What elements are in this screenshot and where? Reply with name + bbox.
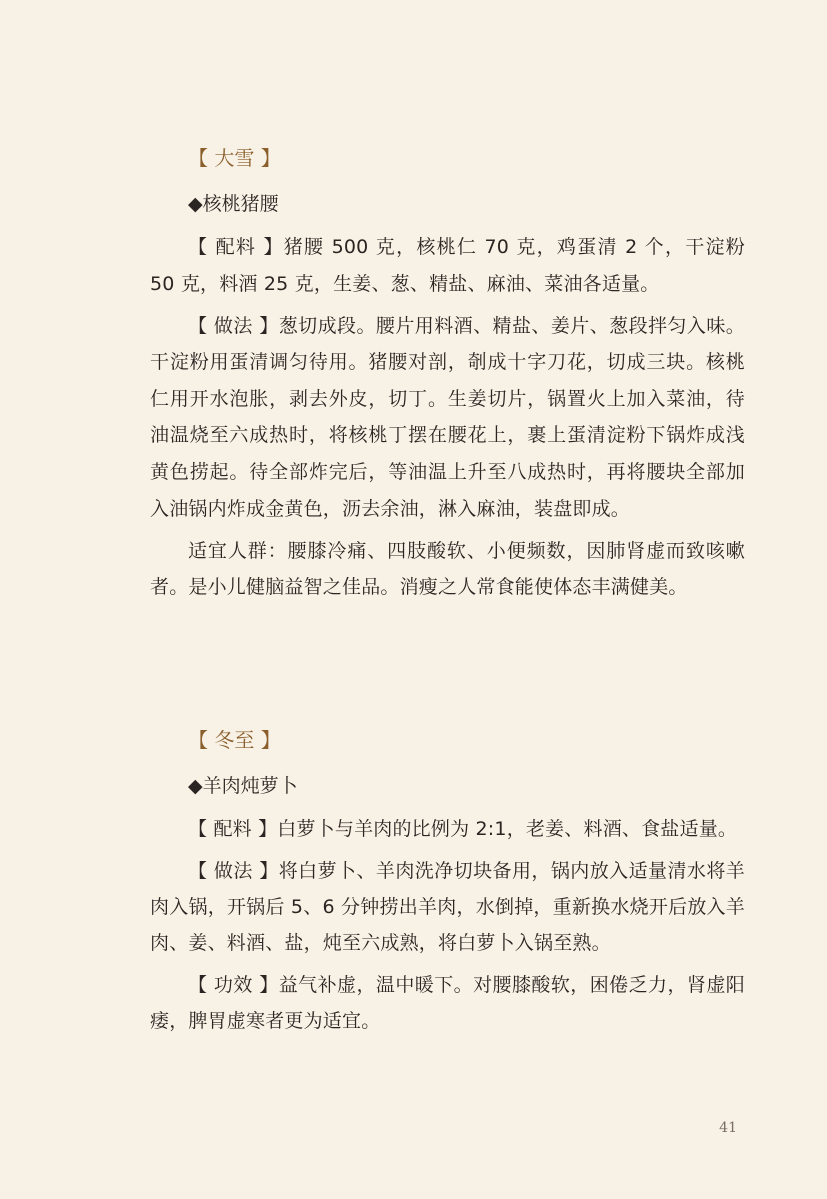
dish-title: ◆羊肉炖萝卜 bbox=[188, 775, 298, 797]
solar-term-heading: 【 冬至 】 bbox=[188, 728, 281, 752]
section-daxue bbox=[150, 140, 745, 611]
effect-paragraph: 【 功效 】益气补虚，温中暖下。对腰膝酸软，困倦乏力，肾虚阳痿，脾胃虚寒者更为适宜。 bbox=[150, 974, 745, 1032]
suitable-people-paragraph: 适宜人群：腰膝冷痛、四肢酸软、小便频数，因肺肾虚而致咳嗽者。是小儿健脑益智之佳品。消瘦之人常食能使体态丰满健美。 bbox=[150, 539, 745, 599]
section-dongzhi bbox=[150, 722, 745, 1045]
ingredients-paragraph: 【 配料 】白萝卜与羊肉的比例为 2:1，老姜、料酒、食盐适量。 bbox=[188, 818, 738, 840]
ingredients-paragraph: 【 配料 】猪腰 500 克，核桃仁 70 克，鸡蛋清 2 个，干淀粉 50 克，料酒 25 克，生姜、葱、精盐、麻油、菜油各适量。 bbox=[150, 236, 745, 295]
dish-title: ◆核桃猪腰 bbox=[188, 193, 279, 215]
method-paragraph: 【 做法 】葱切成段。腰片用料酒、精盐、姜片、葱段拌匀入味。干淀粉用蛋清调匀待用。猪腰对剖，剞成十字刀花，切成三块。核桃仁用开水泡胀，剥去外皮，切丁。生姜切片，锅置火上加入菜油，待油温烧至六成热时，将核桃丁摆在腰花上，裹上蛋清淀粉下锅炸成浅黄色捞起。待全部炸完后，等油温上升至八成热时，再将腰块全部加入油锅内炸成金黄色，沥去余油，淋入麻油，装盘即成。 bbox=[150, 314, 745, 520]
page-number: 41 bbox=[719, 1120, 737, 1136]
solar-term-heading: 【 大雪 】 bbox=[188, 146, 281, 170]
method-paragraph: 【 做法 】将白萝卜、羊肉洗净切块备用，锅内放入适量清水将羊肉入锅，开锅后 5、6 分钟捞出羊肉，水倒掉，重新换水烧开后放入羊肉、姜、料酒、盐，炖至六成熟，将白萝卜入锅至熟。 bbox=[150, 860, 745, 954]
